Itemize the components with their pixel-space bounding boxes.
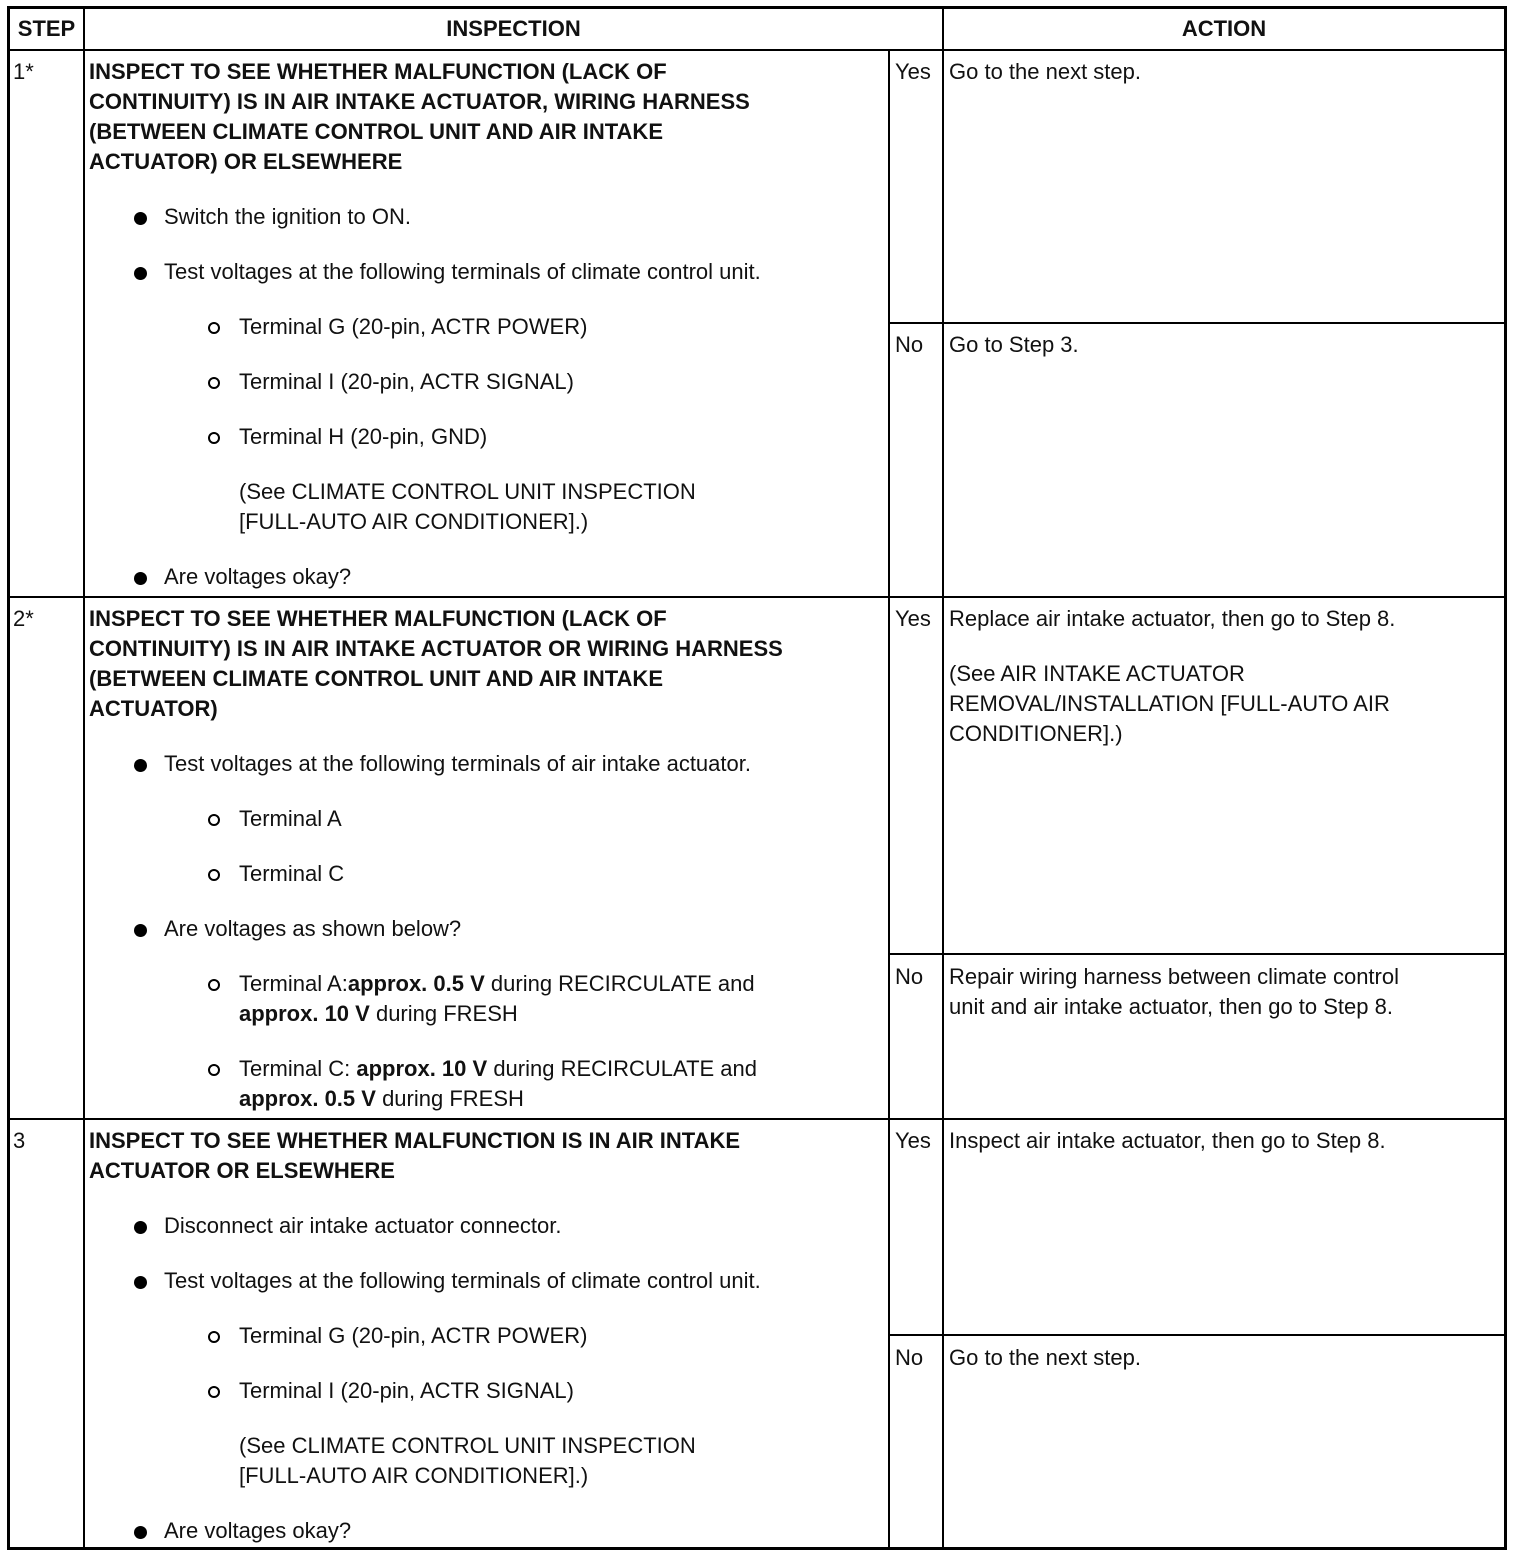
row-divider	[888, 322, 1504, 324]
bullet-icon	[134, 924, 147, 937]
yes-action: Go to the next step.	[949, 59, 1142, 84]
sub-bullet-icon	[208, 869, 220, 881]
terminal-c-spec: Terminal C: approx. 10 V during RECIRCULATE and	[239, 1056, 758, 1081]
bullet-icon	[134, 212, 147, 225]
col-divider	[83, 9, 85, 1547]
question: Are voltages okay?	[164, 564, 352, 589]
row-divider	[888, 1334, 1504, 1336]
step-title: ACTUATOR)	[89, 696, 218, 721]
no-action: unit and air intake actuator, then go to Step 8.	[949, 994, 1393, 1019]
yes-action: Inspect air intake actuator, then go to Step 8.	[949, 1128, 1386, 1153]
terminal-item: Terminal I (20-pin, ACTR SIGNAL)	[239, 369, 574, 394]
step-title: ACTUATOR) OR ELSEWHERE	[89, 149, 403, 174]
instruction: Disconnect air intake actuator connector.	[164, 1213, 562, 1238]
no-action: Repair wiring harness between climate control	[949, 964, 1399, 989]
step-title: ACTUATOR OR ELSEWHERE	[89, 1158, 395, 1183]
reference-note: (See AIR INTAKE ACTUATOR	[949, 661, 1245, 686]
sub-bullet-icon	[208, 814, 220, 826]
header-action: ACTION	[1181, 16, 1267, 41]
step-title: (BETWEEN CLIMATE CONTROL UNIT AND AIR INTAKE	[89, 119, 663, 144]
step-number: 3	[13, 1128, 26, 1153]
no-label: No	[895, 332, 924, 357]
terminal-item: Terminal C	[239, 861, 345, 886]
terminal-c-spec: approx. 0.5 V during FRESH	[239, 1086, 524, 1111]
sub-bullet-icon	[208, 1386, 220, 1398]
step-title: (BETWEEN CLIMATE CONTROL UNIT AND AIR INTAKE	[89, 666, 663, 691]
no-action: Go to the next step.	[949, 1345, 1142, 1370]
no-label: No	[895, 1345, 924, 1370]
reference-note: (See CLIMATE CONTROL UNIT INSPECTION	[239, 1433, 696, 1458]
instruction: Test voltages at the following terminals of climate control unit.	[164, 259, 761, 284]
reference-note: [FULL-AUTO AIR CONDITIONER].)	[239, 1463, 589, 1488]
sub-bullet-icon	[208, 979, 220, 991]
step-number: 1*	[13, 59, 34, 84]
bullet-icon	[134, 759, 147, 772]
bullet-icon	[134, 1526, 147, 1539]
reference-note: CONDITIONER].)	[949, 721, 1123, 746]
col-divider	[942, 9, 944, 1547]
row-divider	[10, 596, 1504, 598]
question: Are voltages as shown below?	[164, 916, 462, 941]
row-divider	[10, 49, 1504, 51]
step-title: INSPECT TO SEE WHETHER MALFUNCTION IS IN AIR INTAKE	[89, 1128, 741, 1153]
reference-note: [FULL-AUTO AIR CONDITIONER].)	[239, 509, 589, 534]
yes-action: Replace air intake actuator, then go to Step 8.	[949, 606, 1396, 631]
bullet-icon	[134, 1276, 147, 1289]
terminal-item: Terminal G (20-pin, ACTR POWER)	[239, 314, 588, 339]
bullet-icon	[134, 1221, 147, 1234]
instruction: Test voltages at the following terminals of air intake actuator.	[164, 751, 751, 776]
step-title: INSPECT TO SEE WHETHER MALFUNCTION (LACK OF	[89, 59, 667, 84]
terminal-item: Terminal G (20-pin, ACTR POWER)	[239, 1323, 588, 1348]
sub-bullet-icon	[208, 432, 220, 444]
reference-note: (See CLIMATE CONTROL UNIT INSPECTION	[239, 479, 696, 504]
question: Are voltages okay?	[164, 1518, 352, 1543]
yes-label: Yes	[895, 1128, 931, 1153]
bullet-icon	[134, 267, 147, 280]
sub-bullet-icon	[208, 1331, 220, 1343]
row-divider	[888, 953, 1504, 955]
sub-bullet-icon	[208, 1064, 220, 1076]
step-title: CONTINUITY) IS IN AIR INTAKE ACTUATOR, WIRING HARNESS	[89, 89, 750, 114]
bullet-icon	[134, 572, 147, 585]
yes-label: Yes	[895, 606, 931, 631]
terminal-item: Terminal A	[239, 806, 342, 831]
no-label: No	[895, 964, 924, 989]
sub-bullet-icon	[208, 377, 220, 389]
step-title: CONTINUITY) IS IN AIR INTAKE ACTUATOR OR WIRING HARNESS	[89, 636, 783, 661]
instruction: Switch the ignition to ON.	[164, 204, 412, 229]
no-action: Go to Step 3.	[949, 332, 1079, 357]
sub-bullet-icon	[208, 322, 220, 334]
step-title: INSPECT TO SEE WHETHER MALFUNCTION (LACK OF	[89, 606, 667, 631]
terminal-a-spec: approx. 10 V during FRESH	[239, 1001, 518, 1026]
terminal-item: Terminal I (20-pin, ACTR SIGNAL)	[239, 1378, 574, 1403]
step-number: 2*	[13, 606, 34, 631]
reference-note: REMOVAL/INSTALLATION [FULL-AUTO AIR	[949, 691, 1390, 716]
troubleshooting-table	[7, 6, 1507, 1550]
col-divider	[888, 49, 890, 1547]
terminal-a-spec: Terminal A:approx. 0.5 V during RECIRCULATE and	[239, 971, 755, 996]
yes-label: Yes	[895, 59, 931, 84]
row-divider	[10, 1118, 1504, 1120]
header-inspection: INSPECTION	[446, 16, 581, 41]
terminal-item: Terminal H (20-pin, GND)	[239, 424, 488, 449]
instruction: Test voltages at the following terminals of climate control unit.	[164, 1268, 761, 1293]
header-step: STEP	[17, 16, 76, 41]
